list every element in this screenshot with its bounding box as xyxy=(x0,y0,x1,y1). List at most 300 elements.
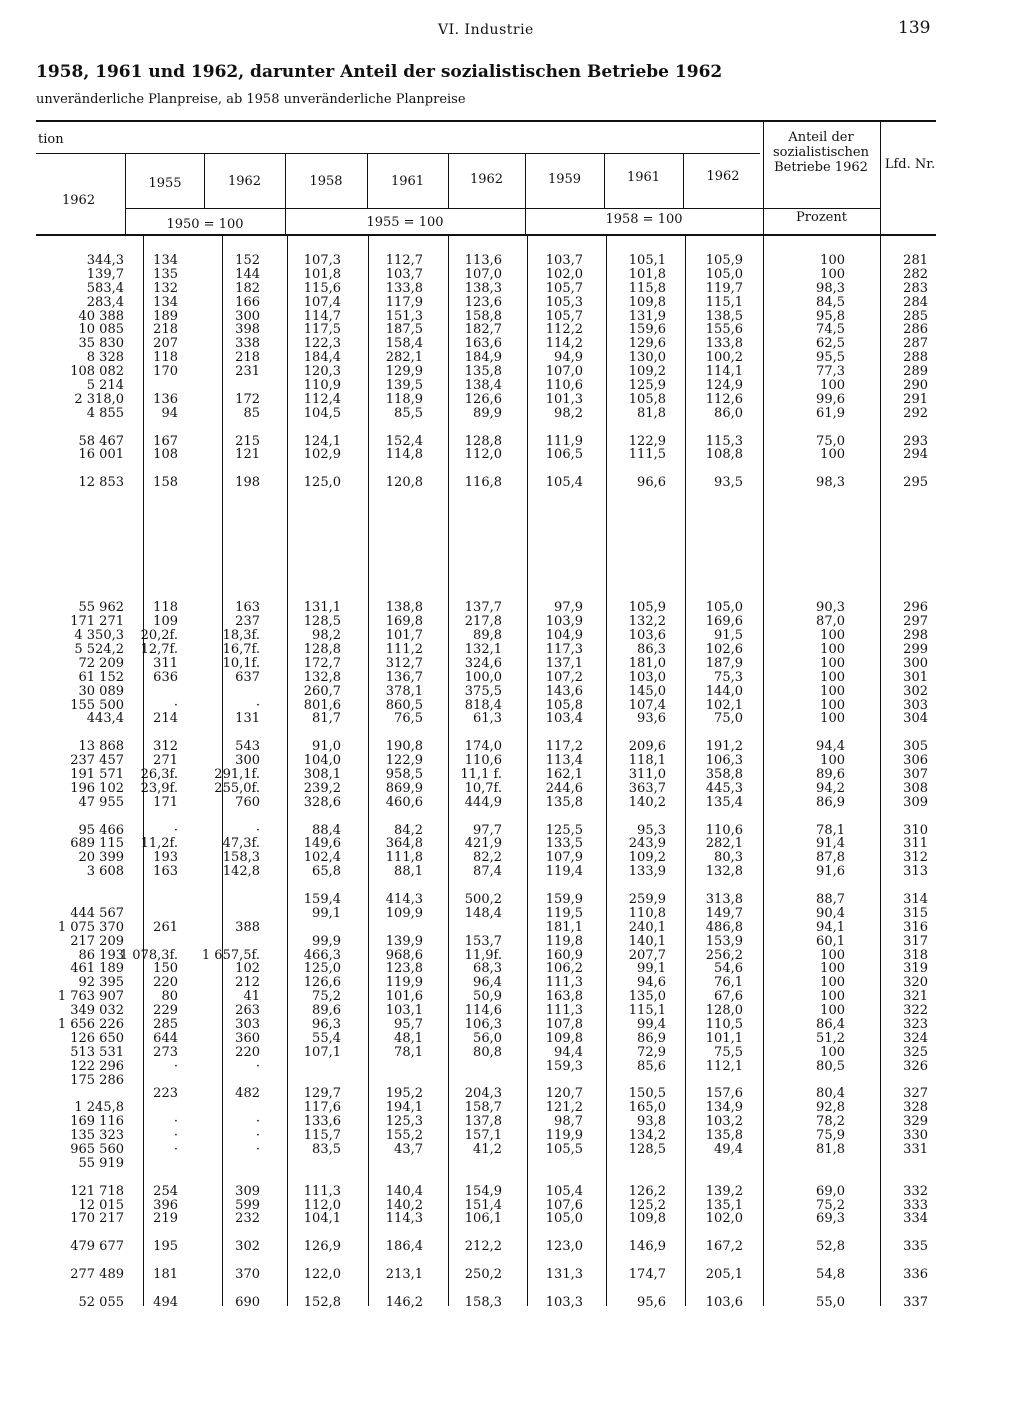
table-spacer xyxy=(0,1282,1024,1296)
table-cell: 398 xyxy=(235,322,260,338)
table-cell: 143,6 xyxy=(545,683,583,699)
table-cell: 103,9 xyxy=(545,614,583,630)
table-cell: 105,4 xyxy=(545,475,583,491)
table-cell: 128,8 xyxy=(464,433,502,449)
table-cell: 155,6 xyxy=(705,322,743,338)
table-cell: 364,8 xyxy=(385,836,423,852)
table-spacer xyxy=(0,490,1024,504)
table-cell: 85 xyxy=(243,405,260,421)
table-cell: 167 xyxy=(153,433,178,449)
table-row xyxy=(0,615,1024,629)
table-spacer xyxy=(0,879,1024,893)
table-cell: 312,7 xyxy=(385,655,423,671)
table-row xyxy=(0,949,1024,963)
table-cell: 163 xyxy=(235,600,260,616)
table-cell: 104,1 xyxy=(303,1211,341,1227)
table-cell: 86,3 xyxy=(637,641,666,657)
row-number: 317 xyxy=(903,933,928,949)
table-cell: 101,3 xyxy=(545,391,583,407)
table-cell: 61,3 xyxy=(473,711,502,727)
table-cell: 154,9 xyxy=(464,1183,502,1199)
table-cell: 101,1 xyxy=(705,1030,743,1046)
table-cell: 103,0 xyxy=(628,669,666,685)
table-row xyxy=(0,907,1024,921)
table-cell: 110,6 xyxy=(545,378,583,394)
table-cell: 209,6 xyxy=(628,739,666,755)
table-cell: 204,3 xyxy=(464,1086,502,1102)
anteil-header: Anteil der sozialistischen Betriebe 1962 xyxy=(772,130,869,175)
row-number: 337 xyxy=(903,1294,928,1310)
table-cell: 100,0 xyxy=(464,669,502,685)
table-cell: 291,1f. xyxy=(214,766,260,782)
table-cell: 52 055 xyxy=(78,1294,124,1310)
table-cell: 98,2 xyxy=(554,405,583,421)
table-cell: 162,1 xyxy=(545,766,583,782)
table-cell: 99,1 xyxy=(637,961,666,977)
table-cell: 94,2 xyxy=(816,780,845,796)
table-cell: 122,9 xyxy=(628,433,666,449)
row-number: 307 xyxy=(903,766,928,782)
table-cell: 344,3 xyxy=(86,253,124,268)
table-cell: 119,9 xyxy=(385,975,423,991)
table-cell: 99,6 xyxy=(816,391,845,407)
table-cell: 311,0 xyxy=(628,766,666,782)
table-cell: 112,0 xyxy=(303,1197,341,1213)
table-cell: 172,7 xyxy=(303,655,341,671)
table-spacer xyxy=(0,587,1024,601)
table-cell: 69,3 xyxy=(816,1211,845,1227)
table-cell: 396 xyxy=(153,1197,178,1213)
table-subtitle: unveränderliche Planpreise, ab 1958 unveränderliche Planpreise xyxy=(36,92,466,107)
row-number: 298 xyxy=(903,628,928,644)
table-cell: 223 xyxy=(153,1086,178,1102)
table-cell: 86,9 xyxy=(816,794,845,810)
running-head: VI. Industrie xyxy=(438,22,534,38)
row-number: 293 xyxy=(903,433,928,449)
table-cell: 108 xyxy=(153,447,178,463)
table-cell: 172 xyxy=(235,391,260,407)
table-cell: 89,6 xyxy=(312,1003,341,1019)
col-header-year: 1955 xyxy=(148,176,182,191)
table-cell: 461 189 xyxy=(70,961,124,977)
table-cell: 169,8 xyxy=(385,614,423,630)
table-cell: 1 245,8 xyxy=(74,1100,124,1116)
table-cell: 115,7 xyxy=(303,1128,341,1144)
table-cell: 100 xyxy=(820,266,845,282)
table-cell: 102,1 xyxy=(705,697,743,713)
table-cell: 115,3 xyxy=(705,433,743,449)
table-row xyxy=(0,1032,1024,1046)
table-row xyxy=(0,990,1024,1004)
table-title: 1958, 1961 und 1962, darunter Anteil der sozialistischen Betriebe 1962 xyxy=(36,62,723,82)
table-row xyxy=(0,851,1024,865)
table-cell: 80,3 xyxy=(714,850,743,866)
table-cell: 110,8 xyxy=(628,905,666,921)
table-cell: 75,5 xyxy=(714,1044,743,1060)
table-cell: 108 082 xyxy=(70,364,124,380)
table-cell: 444 567 xyxy=(70,905,124,921)
table-cell: 48,1 xyxy=(394,1030,423,1046)
row-number: 309 xyxy=(903,794,928,810)
table-cell: 136,7 xyxy=(385,669,423,685)
table-cell: 61,9 xyxy=(816,405,845,421)
table-cell: 80,8 xyxy=(473,1044,502,1060)
table-cell: 126,9 xyxy=(303,1239,341,1255)
table-cell: 158,7 xyxy=(464,1100,502,1116)
table-row xyxy=(0,796,1024,810)
table-cell: 500,2 xyxy=(464,891,502,907)
table-cell: 100 xyxy=(820,669,845,685)
table-cell: 300 xyxy=(235,308,260,324)
table-cell: 94,4 xyxy=(554,1044,583,1060)
table-cell: 689 115 xyxy=(70,836,124,852)
table-cell: 75,2 xyxy=(816,1197,845,1213)
table-cell: 100 xyxy=(820,253,845,268)
table-row xyxy=(0,476,1024,490)
table-cell: 105,7 xyxy=(545,308,583,324)
row-number: 327 xyxy=(903,1086,928,1102)
table-row xyxy=(0,601,1024,615)
table-cell: 229 xyxy=(153,1003,178,1019)
table-cell: 134 xyxy=(153,253,178,268)
table-cell: 52,8 xyxy=(816,1239,845,1255)
table-cell: 494 xyxy=(153,1294,178,1310)
table-cell: · xyxy=(255,697,260,713)
table-cell: 97,9 xyxy=(554,600,583,616)
table-cell: 140,1 xyxy=(628,933,666,949)
table-cell: 142,8 xyxy=(222,864,260,880)
table-cell: 237 457 xyxy=(70,753,124,769)
table-cell: 119,5 xyxy=(545,905,583,921)
table-cell: 165,0 xyxy=(628,1100,666,1116)
table-row xyxy=(0,1129,1024,1143)
table-cell: 151,3 xyxy=(385,308,423,324)
table-cell: 129,7 xyxy=(303,1086,341,1102)
table-cell: 60,1 xyxy=(816,933,845,949)
table-cell: 4 350,3 xyxy=(74,628,124,644)
table-cell: 105,3 xyxy=(545,294,583,310)
table-cell: 308,1 xyxy=(303,766,341,782)
table-cell: 132,1 xyxy=(464,641,502,657)
table-row xyxy=(0,282,1024,296)
table-cell: 218 xyxy=(235,350,260,366)
table-cell: 139,9 xyxy=(385,933,423,949)
table-row xyxy=(0,1157,1024,1171)
table-cell: 181,1 xyxy=(545,919,583,935)
row-number: 314 xyxy=(903,891,928,907)
table-cell: 11,2f. xyxy=(140,836,178,852)
row-number: 332 xyxy=(903,1183,928,1199)
table-cell: 55,0 xyxy=(816,1294,845,1310)
table-cell: 285 xyxy=(153,1016,178,1032)
table-cell: 87,4 xyxy=(473,864,502,880)
table-cell: 86,9 xyxy=(637,1030,666,1046)
table-cell: 12 015 xyxy=(78,1197,124,1213)
table-cell: 67,6 xyxy=(714,989,743,1005)
table-cell: 130,0 xyxy=(628,350,666,366)
table-cell: 212 xyxy=(235,975,260,991)
table-cell: 107,4 xyxy=(628,697,666,713)
table-cell: 167,2 xyxy=(705,1239,743,1255)
row-number: 335 xyxy=(903,1239,928,1255)
row-number: 297 xyxy=(903,614,928,630)
table-cell: 144,0 xyxy=(705,683,743,699)
table-cell: 98,3 xyxy=(816,280,845,296)
table-cell: 105,0 xyxy=(705,600,743,616)
table-row xyxy=(0,1268,1024,1282)
table-cell: 122 296 xyxy=(70,1058,124,1074)
table-cell: 254 xyxy=(153,1183,178,1199)
table-cell: 8 328 xyxy=(86,350,124,366)
table-cell: · xyxy=(255,822,260,838)
table-cell: 149,6 xyxy=(303,836,341,852)
table-cell: 119,9 xyxy=(545,1128,583,1144)
table-cell: 760 xyxy=(235,794,260,810)
table-cell: 91,6 xyxy=(816,864,845,880)
table-cell: 86,4 xyxy=(816,1016,845,1032)
table-cell: 111,5 xyxy=(628,447,666,463)
table-cell: 117,5 xyxy=(303,322,341,338)
table-cell: 114,1 xyxy=(705,364,743,380)
table-row xyxy=(0,1240,1024,1254)
table-cell: 131,9 xyxy=(628,308,666,324)
table-row xyxy=(0,782,1024,796)
base-1958: 1958 = 100 xyxy=(605,212,683,227)
table-cell: 102,0 xyxy=(705,1211,743,1227)
table-cell: 121,2 xyxy=(545,1100,583,1116)
table-cell: 83,5 xyxy=(312,1142,341,1157)
table-cell: 97,7 xyxy=(473,822,502,838)
table-cell: 43,7 xyxy=(394,1142,423,1157)
table-cell: 190,8 xyxy=(385,739,423,755)
table-spacer xyxy=(0,504,1024,518)
table-cell: 99,1 xyxy=(312,905,341,921)
table-cell: 109 xyxy=(153,614,178,630)
table-cell: 158 xyxy=(153,475,178,491)
table-cell: 129,9 xyxy=(385,364,423,380)
row-number: 331 xyxy=(903,1142,928,1157)
lfd-nr-header: Lfd. Nr. xyxy=(884,157,936,172)
table-cell: 131,1 xyxy=(303,600,341,616)
table-row xyxy=(0,976,1024,990)
table-cell: 218 xyxy=(153,322,178,338)
table-cell: 117,9 xyxy=(385,294,423,310)
table-cell: 181 xyxy=(153,1267,178,1283)
table-cell: 100 xyxy=(820,1044,845,1060)
table-cell: 105,7 xyxy=(545,280,583,296)
table-row xyxy=(0,740,1024,754)
row-number: 305 xyxy=(903,739,928,755)
table-cell: 137,8 xyxy=(464,1114,502,1130)
table-row xyxy=(0,337,1024,351)
table-cell: 98,2 xyxy=(312,628,341,644)
table-cell: 103,3 xyxy=(545,1294,583,1310)
table-cell: 460,6 xyxy=(385,794,423,810)
table-cell: 88,7 xyxy=(816,891,845,907)
table-cell: 100 xyxy=(820,628,845,644)
table-spacer xyxy=(0,421,1024,435)
table-cell: 133,6 xyxy=(303,1114,341,1130)
table-cell: 135,8 xyxy=(464,364,502,380)
table-cell: 123,8 xyxy=(385,961,423,977)
table-cell: 1 075 370 xyxy=(57,919,124,935)
table-row xyxy=(0,1185,1024,1199)
table-cell: 40 388 xyxy=(78,308,124,324)
row-number: 295 xyxy=(903,475,928,491)
table-cell: 138,8 xyxy=(385,600,423,616)
table-cell: 160,9 xyxy=(545,947,583,963)
row-number: 294 xyxy=(903,447,928,463)
table-cell: 114,7 xyxy=(303,308,341,324)
header-mid-rule xyxy=(36,153,760,154)
table-cell: 110,9 xyxy=(303,378,341,394)
table-row xyxy=(0,824,1024,838)
table-cell: 58 467 xyxy=(78,433,124,449)
table-cell: 106,3 xyxy=(464,1016,502,1032)
table-row xyxy=(0,1074,1024,1088)
table-cell: 184,4 xyxy=(303,350,341,366)
table-cell: 11,9f. xyxy=(464,947,502,963)
table-cell: 68,3 xyxy=(473,961,502,977)
table-cell: 260,7 xyxy=(303,683,341,699)
table-cell: 117,3 xyxy=(545,641,583,657)
row-number: 326 xyxy=(903,1058,928,1074)
table-cell: 338 xyxy=(235,336,260,352)
table-row xyxy=(0,865,1024,879)
table-cell: 78,1 xyxy=(394,1044,423,1060)
table-cell: 231 xyxy=(235,364,260,380)
table-cell: 111,3 xyxy=(545,975,583,991)
table-cell: 4 855 xyxy=(86,405,124,421)
row-number: 319 xyxy=(903,961,928,977)
table-cell: 138,5 xyxy=(705,308,743,324)
table-cell: 115,1 xyxy=(705,294,743,310)
table-cell: 10,7f. xyxy=(464,780,502,796)
table-cell: 157,1 xyxy=(464,1128,502,1144)
table-cell: 116,8 xyxy=(464,475,502,491)
table-cell: 11,1 f. xyxy=(460,766,502,782)
table-cell: 84,2 xyxy=(394,822,423,838)
table-cell: 107,9 xyxy=(545,850,583,866)
table-cell: 16,7f. xyxy=(222,641,260,657)
row-number: 308 xyxy=(903,780,928,796)
table-cell: 125,9 xyxy=(628,378,666,394)
table-cell: 1 763 907 xyxy=(57,989,124,1005)
table-cell: 133,9 xyxy=(628,864,666,880)
table-cell: 93,5 xyxy=(714,475,743,491)
table-cell: 244,6 xyxy=(545,780,583,796)
table-cell: 91,4 xyxy=(816,836,845,852)
table-cell: 92,8 xyxy=(816,1100,845,1116)
table-cell: 49,4 xyxy=(714,1142,743,1157)
row-number: 320 xyxy=(903,975,928,991)
table-cell: 75,3 xyxy=(714,669,743,685)
col-header-year: 1959 xyxy=(547,172,582,187)
row-number: 287 xyxy=(903,336,928,352)
table-cell: 109,8 xyxy=(545,1030,583,1046)
row-number: 334 xyxy=(903,1211,928,1227)
table-row xyxy=(0,671,1024,685)
table-cell: 85,6 xyxy=(637,1058,666,1074)
table-cell: 138,4 xyxy=(464,378,502,394)
row-number: 310 xyxy=(903,822,928,838)
table-cell: 479 677 xyxy=(70,1239,124,1255)
row-number: 286 xyxy=(903,322,928,338)
table-cell: 255,0f. xyxy=(214,780,260,796)
table-cell: 158,3 xyxy=(464,1294,502,1310)
table-row xyxy=(0,351,1024,365)
table-cell: 158,8 xyxy=(464,308,502,324)
table-cell: 174,7 xyxy=(628,1267,666,1283)
table-cell: 111,2 xyxy=(385,641,423,657)
table-cell: 112,1 xyxy=(705,1058,743,1074)
table-cell: 81,8 xyxy=(637,405,666,421)
table-cell: 120,3 xyxy=(303,364,341,380)
table-cell: 153,9 xyxy=(705,933,743,949)
table-cell: 965 560 xyxy=(70,1142,124,1157)
table-cell: 99,9 xyxy=(312,933,341,949)
table-cell: 54,8 xyxy=(816,1267,845,1283)
table-cell: 86,0 xyxy=(714,405,743,421)
table-cell: 41,2 xyxy=(473,1142,502,1157)
table-cell: 152 xyxy=(235,253,260,268)
table-cell: · xyxy=(255,1114,260,1130)
table-cell: 20,2f. xyxy=(140,628,178,644)
table-cell: 207 xyxy=(153,336,178,352)
table-spacer xyxy=(0,532,1024,546)
table-cell: 174,0 xyxy=(464,739,502,755)
table-cell: 23,9f. xyxy=(140,780,178,796)
table-cell: 119,4 xyxy=(545,864,583,880)
table-row xyxy=(0,448,1024,462)
table-cell: · xyxy=(173,1142,178,1157)
table-row xyxy=(0,1060,1024,1074)
table-cell: 100 xyxy=(820,989,845,1005)
table-row xyxy=(0,1212,1024,1226)
col-header-1962: 1962 xyxy=(62,193,96,208)
table-cell: 87,0 xyxy=(816,614,845,630)
table-cell: 106,5 xyxy=(545,447,583,463)
table-cell: 181,0 xyxy=(628,655,666,671)
table-row xyxy=(0,365,1024,379)
table-cell: 103,4 xyxy=(545,711,583,727)
table-cell: 54,6 xyxy=(714,961,743,977)
table-cell: 134 xyxy=(153,294,178,310)
table-cell: 171 271 xyxy=(70,614,124,630)
table-cell: 155,2 xyxy=(385,1128,423,1144)
table-cell: 139,2 xyxy=(705,1183,743,1199)
table-cell: 445,3 xyxy=(705,780,743,796)
table-cell: · xyxy=(173,822,178,838)
table-cell: 128,5 xyxy=(303,614,341,630)
table-cell: 107,2 xyxy=(545,669,583,685)
table-cell: 111,3 xyxy=(303,1183,341,1199)
table-cell: 860,5 xyxy=(385,697,423,713)
table-cell: 159,9 xyxy=(545,891,583,907)
table-cell: 89,8 xyxy=(473,628,502,644)
table-cell: 120,8 xyxy=(385,475,423,491)
table-cell: 109,8 xyxy=(628,1211,666,1227)
row-number: 288 xyxy=(903,350,928,366)
table-cell: 107,4 xyxy=(303,294,341,310)
table-row xyxy=(0,1004,1024,1018)
table-cell: 217,8 xyxy=(464,614,502,630)
table-cell: 133,5 xyxy=(545,836,583,852)
col-header-year: 1962 xyxy=(469,172,504,187)
table-row xyxy=(0,1143,1024,1157)
table-cell: 148,4 xyxy=(464,905,502,921)
table-spacer xyxy=(0,573,1024,587)
